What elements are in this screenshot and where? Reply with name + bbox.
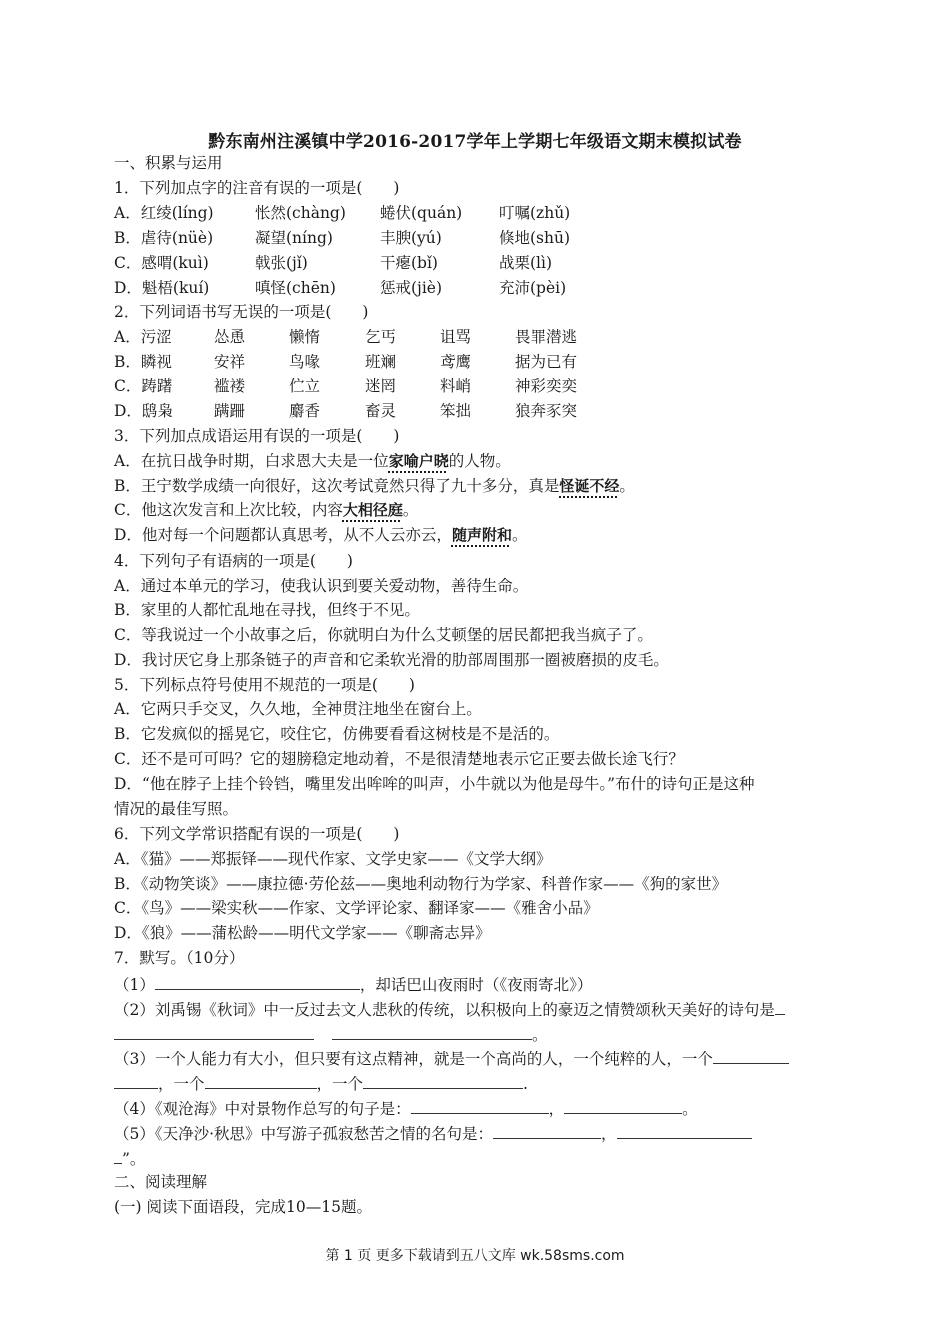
option-c: C．还不是可可吗？它的翅膀稳定地动着，不是很清楚地表示它正要去做长途飞行？ (114, 750, 684, 768)
option-cell: B．虐待(nüè) (114, 229, 214, 247)
option-cell: 据为已有 (515, 353, 578, 371)
question-stem: 6．下列文学常识搭配有误的一项是( ) (114, 825, 400, 843)
option-c: C．《鸟》——梁实秋——作家、文学评论家、翻译家——《雅舍小品》 (114, 899, 599, 917)
question-stem: 4．下列句子有语病的一项是( ) (114, 552, 353, 570)
dictation-item-3 (114, 1047, 854, 1069)
item-text: ， (548, 1100, 565, 1118)
option-cell: B．瞵视 (114, 353, 172, 371)
option-cell: 蜷伏(quán) (380, 204, 463, 222)
option-cell: D．鸱枭 (114, 402, 173, 420)
answer-blank[interactable] (155, 973, 360, 990)
dictation-item-3-cont (114, 1072, 854, 1094)
section-heading: 二、阅读理解 (114, 1173, 208, 1191)
answer-blank[interactable] (332, 1023, 532, 1040)
dictation-item-4 (114, 1097, 854, 1119)
option-cell: 畏罪潜逃 (515, 328, 578, 346)
option-cell: 充沛(pèi) (499, 279, 567, 297)
option-row (114, 401, 854, 421)
answer-blank[interactable] (775, 998, 785, 1015)
item-text: 。 (532, 1026, 548, 1044)
option-cell: A．红绫(líng) (114, 204, 214, 222)
option-text: B．王宁数学成绩一向很好，这次考试竟然只得了九十多分，真是 (114, 477, 560, 495)
item-text: ，一个 (158, 1075, 205, 1093)
answer-blank[interactable] (564, 1097, 682, 1114)
option-cell: 戟张(jǐ) (255, 254, 308, 272)
item-text: （4）《观沧海》中对景物作总写的句子是： (114, 1100, 411, 1118)
item-label: （1） (114, 976, 155, 994)
option-cell: 畜灵 (365, 402, 397, 420)
option-cell: 干瘪(bǐ) (380, 254, 438, 272)
option-cell: 鸟喙 (289, 353, 321, 371)
item-text: （2）刘禹锡《秋词》中一反过去文人悲秋的传统，以积极向上的豪迈之情赞颂秋天美好的诗句是 (114, 1001, 775, 1019)
option-cell: 战栗(lì) (499, 254, 553, 272)
option-text: 。 (511, 526, 528, 544)
option-row (114, 376, 854, 396)
option-d (114, 525, 854, 545)
item-text: 。 (682, 1100, 698, 1118)
option-row (114, 352, 854, 372)
page-footer: 第 1 页 更多下载请到五八文库 wk.58sms.com (325, 1248, 625, 1264)
item-text: （3）一个人能力有大小，但只要有这点精神，就是一个高尚的人，一个纯粹的人，一个 (114, 1050, 713, 1068)
option-text: D．他对每一个问题都认真思考，从不人云亦云， (114, 526, 452, 544)
question-stem: 1．下列加点字的注音有误的一项是( ) (114, 179, 400, 197)
answer-blank[interactable] (114, 1072, 158, 1089)
option-a (114, 451, 854, 471)
dotted-idiom: 家喻户晓 (388, 452, 449, 470)
option-cell: 伫立 (289, 377, 321, 395)
question-stem: 2．下列词语书写无误的一项是( ) (114, 303, 369, 321)
option-row (114, 253, 854, 273)
dictation-item-5 (114, 1122, 854, 1144)
option-b: B．家里的人都忙乱地在寻找，但终于不见。 (114, 601, 420, 619)
option-d: D．我讨厌它身上那条链子的声音和它柔软光滑的肋部周围那一圈被磨损的皮毛。 (114, 651, 669, 669)
option-b: B．《动物笑谈》——康拉德·劳伦兹——奥地利动物行为学家、科普作家——《狗的家世》 (114, 875, 728, 893)
option-cell: 狼奔豕突 (515, 402, 578, 420)
dotted-idiom: 怪诞不经 (559, 477, 620, 495)
item-text: ，却话巴山夜雨时（《夜雨寄北》） (359, 976, 593, 994)
option-a: A．通过本单元的学习，使我认识到要关爱动物，善待生命。 (114, 577, 529, 595)
option-text: C．他这次发言和上次比较，内容 (114, 501, 343, 519)
answer-blank[interactable] (114, 1147, 122, 1164)
item-text: ， (601, 1125, 617, 1143)
item-text: . (523, 1075, 528, 1093)
option-cell: 叮嘱(zhǔ) (499, 204, 571, 222)
option-c: C．等我说过一个小故事之后，你就明白为什么艾顿堡的居民都把我当疯子了。 (114, 626, 653, 644)
answer-blank[interactable] (713, 1047, 789, 1064)
option-d: D．“他在脖子上挂个铃铛，嘴里发出哞哞的叫声，小牛就以为他是母牛。”布什的诗句正是这种 (114, 775, 755, 793)
option-a: A．它两只手交叉，久久地，全神贯注地坐在窗台上。 (114, 700, 482, 718)
item-text: ，一个 (316, 1075, 364, 1093)
option-d: D．《狼》——蒲松龄——明代文学家——《聊斋志异》 (114, 924, 491, 942)
option-cell: 诅骂 (440, 328, 472, 346)
answer-blank[interactable] (114, 1023, 314, 1040)
option-c (114, 500, 854, 520)
answer-blank[interactable] (363, 1072, 523, 1089)
option-row (114, 228, 854, 248)
dotted-idiom: 随声附和 (451, 526, 512, 544)
answer-blank[interactable] (411, 1097, 549, 1114)
option-cell: 丰腴(yú) (380, 229, 442, 247)
option-row (114, 327, 854, 347)
option-a: A．《猫》——郑振铎——现代作家、文学史家——《文学大纲》 (114, 850, 552, 868)
option-cell: 料峭 (440, 377, 472, 395)
answer-blank[interactable] (617, 1122, 752, 1139)
answer-blank[interactable] (205, 1072, 317, 1089)
option-cell: 倏地(shū) (499, 229, 571, 247)
option-cell: 褴褛 (214, 377, 246, 395)
option-text: 的人物。 (448, 452, 511, 470)
option-cell: C．感喟(kuì) (114, 254, 209, 272)
option-cell: 怅然(chàng) (255, 204, 346, 222)
section-instruction: (一) 阅读下面语段，完成10—15题。 (114, 1198, 372, 1216)
option-text: 。 (402, 501, 419, 519)
option-cell: 怂恿 (214, 328, 246, 346)
option-d-cont: 情况的最佳写照。 (114, 800, 239, 818)
option-cell: 蹒跚 (214, 402, 246, 420)
dictation-item-1 (114, 973, 854, 995)
question-stem: 5．下列标点符号使用不规范的一项是( ) (114, 676, 415, 694)
option-cell: 麝香 (289, 402, 321, 420)
option-cell: 神彩奕奕 (515, 377, 578, 395)
dictation-item-2-cont (114, 1023, 854, 1045)
item-text: ”。 (122, 1150, 146, 1168)
question-stem: 7．默写。（10分） (114, 949, 245, 967)
option-cell: 迷罔 (365, 377, 397, 395)
option-cell: 惩戒(jiè) (380, 279, 443, 297)
item-text: （5）《天净沙·秋思》中写游子孤寂愁苦之情的名句是： (114, 1125, 494, 1143)
option-row (114, 278, 854, 298)
option-cell: C．踌躇 (114, 377, 173, 395)
dictation-item-2 (114, 998, 854, 1020)
dictation-item-5-cont (114, 1147, 854, 1169)
question-stem: 3．下列加点成语运用有误的一项是( ) (114, 427, 400, 445)
option-row (114, 203, 854, 223)
option-cell: 鸢鹰 (440, 353, 472, 371)
option-cell: 班斓 (365, 353, 397, 371)
option-cell: 懒惰 (289, 328, 321, 346)
option-b: B．它发疯似的摇晃它，咬住它，仿佛要看看这树枝是不是活的。 (114, 725, 560, 743)
option-cell: 安祥 (214, 353, 246, 371)
option-cell: 凝望(níng) (255, 229, 333, 247)
page-title: 黔东南州注溪镇中学2016-2017学年上学期七年级语文期末模拟试卷 (208, 132, 742, 152)
dotted-idiom: 大相径庭 (342, 501, 403, 519)
option-text: A．在抗日战争时期，白求恩大夫是一位 (114, 452, 389, 470)
option-cell: 嗔怪(chēn) (255, 279, 336, 297)
option-b (114, 476, 854, 496)
option-cell: A．污涩 (114, 328, 172, 346)
answer-blank[interactable] (493, 1122, 601, 1139)
option-cell: 笨拙 (440, 402, 472, 420)
option-text: 。 (619, 477, 635, 495)
option-cell: 乞丐 (365, 328, 397, 346)
option-cell: D．魁梧(kuí) (114, 279, 210, 297)
section-heading: 一、积累与运用 (114, 154, 223, 172)
